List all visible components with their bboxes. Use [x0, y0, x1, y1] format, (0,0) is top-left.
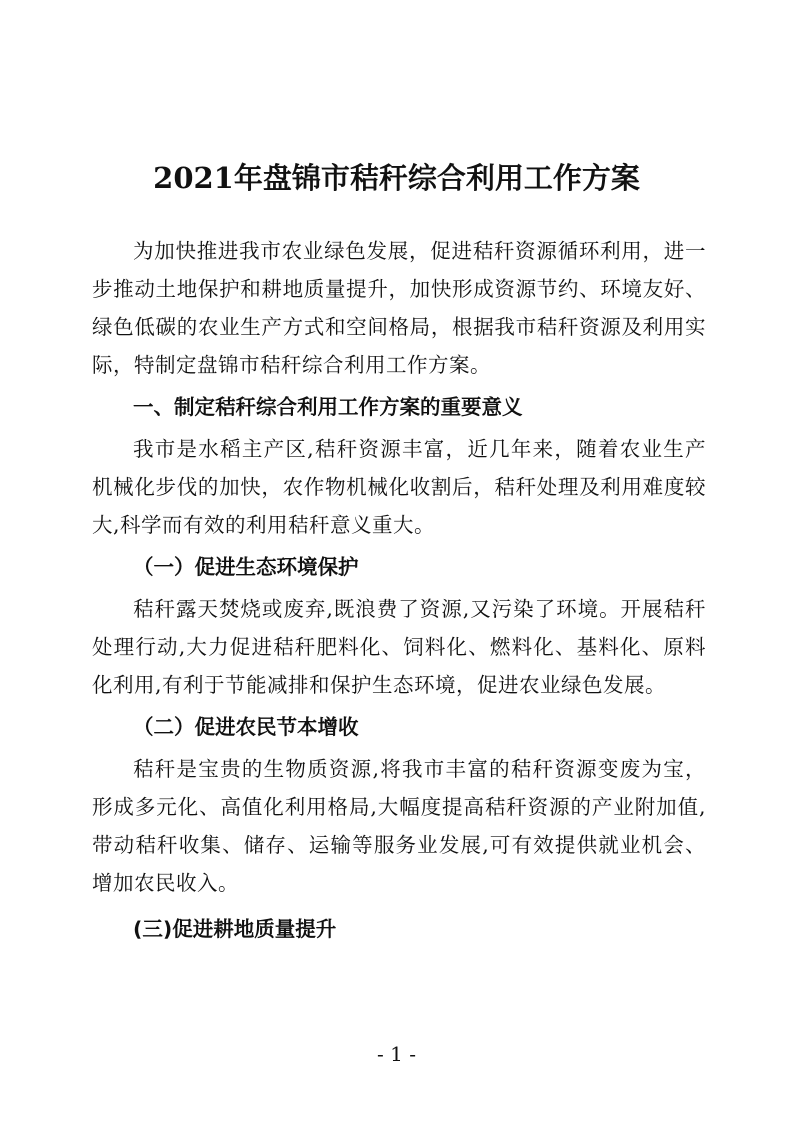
subsection-2-heading: （二）促进农民节本增收 [133, 715, 359, 739]
page-number: - 1 - [377, 1042, 416, 1066]
subsection-1-paragraph: 秸秆露天焚烧或废弃,既浪费了资源,又污染了环境。开展秸秆处理行动,大力促进秸秆肥料化、饲料化、燃料化、基料化、原料化利用,有利于节能减排和保护生态环境，促进农业绿色发展。 [92, 597, 706, 697]
document-title: 2021年盘锦市秸秆综合利用工作方案 [153, 161, 640, 195]
intro-paragraph: 为加快推进我市农业绿色发展，促进秸秆资源循环利用，进一步推动土地保护和耕地质量提升，加快形成资源节约、环境友好、绿色低碳的农业生产方式和空间格局，根据我市秸秆资源及利用实际，特制定盘锦市秸秆综合利用工作方案。 [92, 239, 706, 377]
subsection-3-heading: (三)促进耕地质量提升 [133, 917, 337, 941]
subsection-1-heading: （一）促进生态环境保护 [133, 555, 359, 579]
section-1-paragraph: 我市是水稻主产区,秸秆资源丰富，近几年来，随着农业生产机械化步伐的加快，农作物机械化收割后，秸秆处理及利用难度较大,科学而有效的利用秸秆意义重大。 [92, 437, 706, 537]
subsection-2-paragraph: 秸秆是宝贵的生物质资源,将我市丰富的秸秆资源变废为宝，形成多元化、高值化利用格局,大幅度提高秸秆资源的产业附加值,带动秸秆收集、储存、运输等服务业发展,可有效提供就业机会、增加农民收入。 [92, 757, 706, 895]
document-body [92, 232, 706, 948]
section-1-heading: 一、制定秸秆综合利用工作方案的重要意义 [133, 395, 523, 419]
